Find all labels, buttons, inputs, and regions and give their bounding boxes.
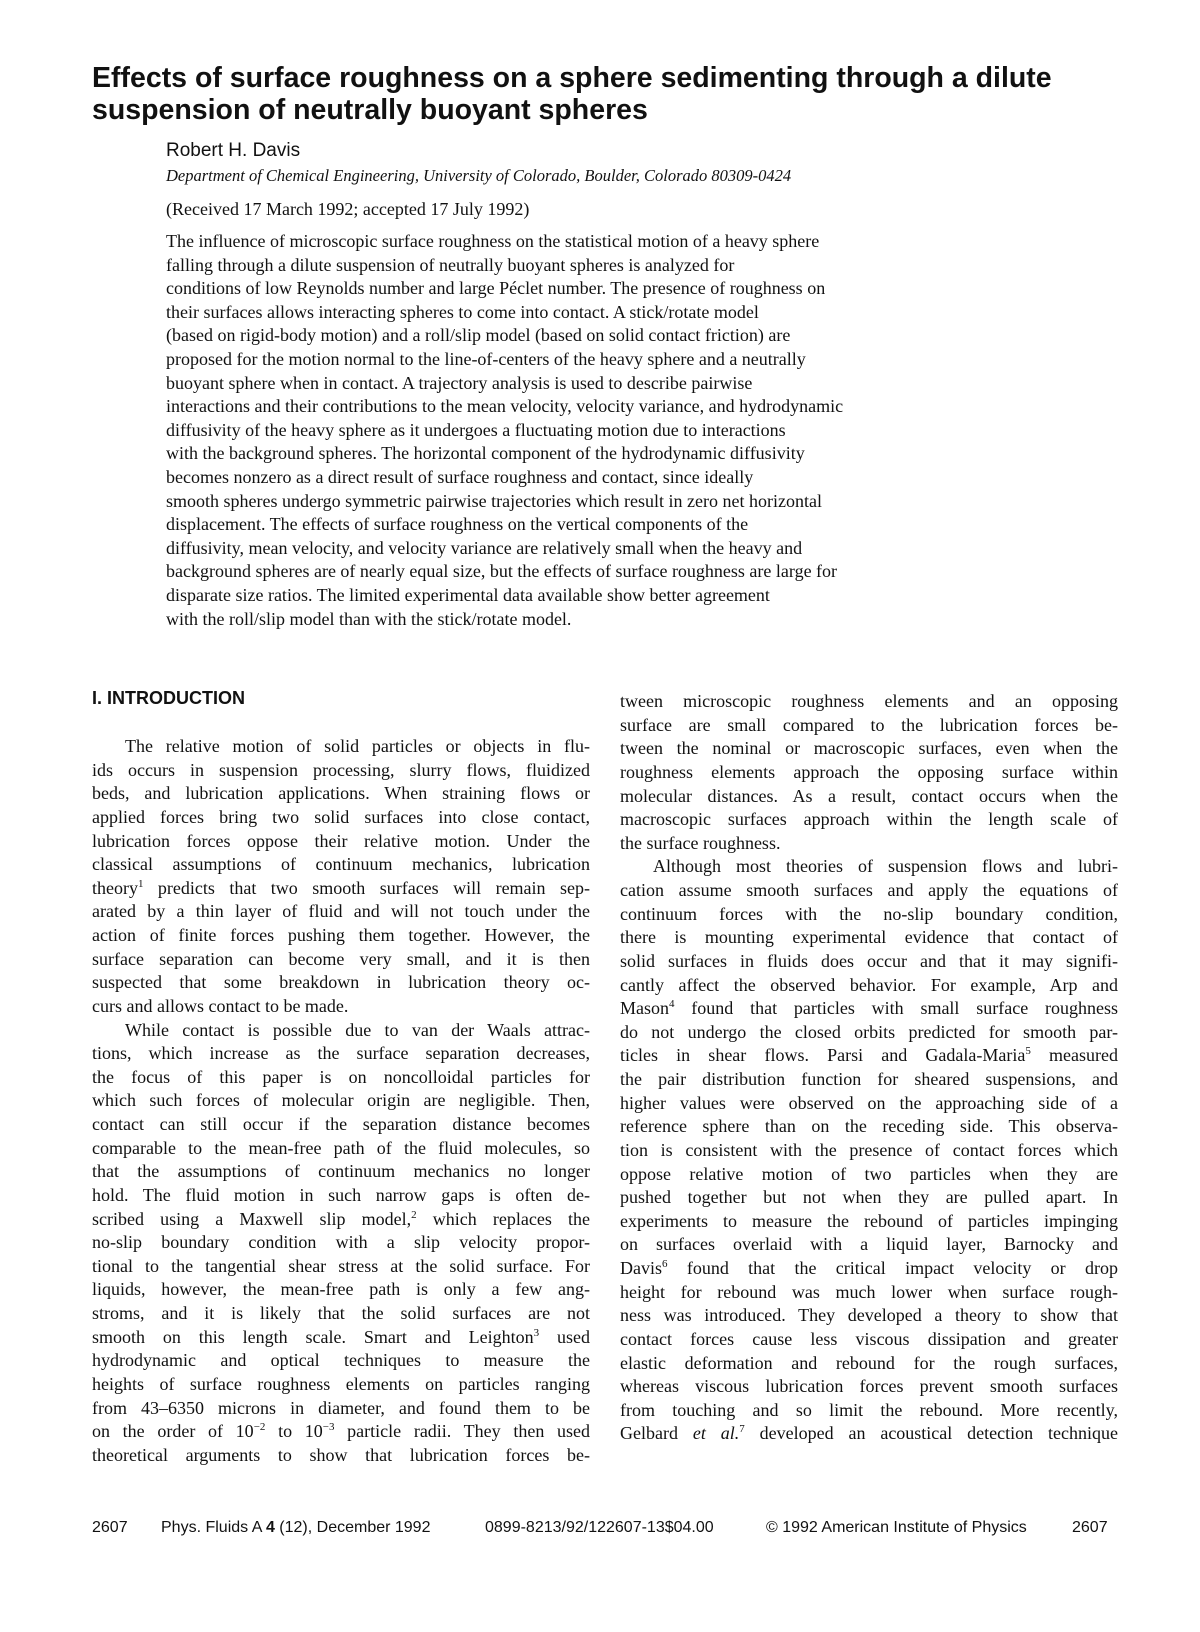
text-line: no-slip boundary condition with a slip velocity propor- bbox=[92, 1232, 590, 1253]
text-line: surface separation can become very small, and it is then bbox=[92, 948, 590, 969]
abstract-line: with the background spheres. The horizontal component of the hydrodynamic diffusivity bbox=[166, 443, 805, 464]
text-line bbox=[620, 1257, 1118, 1281]
abstract-line: diffusivity of the heavy sphere as it undergoes a fluctuating motion due to interactions bbox=[166, 419, 786, 440]
text-line bbox=[92, 1326, 590, 1350]
abstract-line: diffusivity, mean velocity, and velocity variance are relatively small when the heavy and bbox=[166, 537, 803, 558]
text-line: arated by a thin layer of fluid and will not touch under the bbox=[92, 901, 590, 922]
reference-superscript: 1 bbox=[137, 877, 144, 890]
journal-issue-date: (12), December 1992 bbox=[274, 1519, 431, 1536]
text-fragment: predicts that two smooth surfaces will remain sep- bbox=[143, 877, 590, 898]
copyright-notice: © 1992 American Institute of Physics bbox=[766, 1519, 1027, 1536]
text-fragment: measured bbox=[1030, 1045, 1118, 1066]
text-line bbox=[620, 1044, 1118, 1068]
text-line bbox=[92, 1420, 590, 1444]
abstract-line: The influence of microscopic surface roughness on the statistical motion of a heavy sphere bbox=[166, 231, 820, 251]
text-fragment: to 10 bbox=[265, 1421, 323, 1442]
text-fragment: used bbox=[539, 1326, 590, 1347]
abstract-line: becomes nonzero as a direct result of surface roughness and contact, since ideally bbox=[166, 466, 754, 487]
text-line: lubrication forces oppose their relative motion. Under the bbox=[92, 830, 590, 851]
text-line: Although most theories of suspension flows and lubri- bbox=[653, 856, 1118, 877]
text-line: whereas viscous lubrication forces prevent smooth surfaces bbox=[620, 1376, 1118, 1397]
abstract-line: buoyant sphere when in contact. A trajectory analysis is used to describe pairwise bbox=[166, 372, 753, 393]
text-line: tions, which increase as the surface separation decreases, bbox=[92, 1043, 590, 1064]
abstract-line: with the roll/slip model than with the stick/rotate model. bbox=[166, 608, 572, 629]
text-line: height for rebound was much lower when surface rough- bbox=[620, 1281, 1118, 1302]
text-line: theoretical arguments to show that lubrication forces be- bbox=[92, 1444, 590, 1465]
text-line: the surface roughness. bbox=[620, 832, 781, 853]
reference-superscript: 4 bbox=[669, 998, 675, 1011]
text-line bbox=[620, 1422, 1118, 1446]
text-line: the pair distribution function for sheared suspensions, and bbox=[620, 1069, 1118, 1089]
text-line: there is mounting experimental evidence that contact of bbox=[620, 927, 1118, 948]
text-line: cantly affect the observed behavior. For example, Arp and bbox=[620, 974, 1118, 995]
text-fragment: theory bbox=[92, 877, 138, 898]
exponent: −3 bbox=[322, 1421, 335, 1434]
text-line: surface are small compared to the lubrication forces be- bbox=[620, 714, 1118, 735]
text-fragment-italic: et al. bbox=[692, 1423, 740, 1444]
text-line: stroms, and it is likely that the solid surfaces are not bbox=[92, 1303, 590, 1323]
author-name: Robert H. Davis bbox=[166, 140, 301, 161]
text-line: hydrodynamic and optical techniques to measure the bbox=[92, 1350, 590, 1371]
text-line: tween microscopic roughness elements and an opposing bbox=[620, 691, 1118, 711]
abstract-line: conditions of low Reynolds number and large Péclet number. The presence of roughness on bbox=[166, 278, 826, 299]
abstract-line: smooth spheres undergo symmetric pairwise trajectories which result in zero net horizontal bbox=[166, 490, 822, 511]
text-line: continuum forces with the no-slip boundary condition, bbox=[620, 903, 1118, 924]
text-line: from touching and so limit the rebound. More recently, bbox=[620, 1399, 1118, 1420]
left-column bbox=[92, 735, 590, 1467]
abstract-line: proposed for the motion normal to the line-of-centers of the heavy sphere and a neutrally bbox=[166, 348, 806, 369]
text-fragment: Gelbard bbox=[620, 1423, 693, 1444]
right-column bbox=[620, 690, 1118, 1446]
journal-volume: 4 bbox=[265, 1519, 275, 1536]
journal-name: Phys. Fluids A bbox=[161, 1519, 266, 1536]
text-fragment: Mason bbox=[620, 998, 669, 1019]
received-dates: (Received 17 March 1992; accepted 17 July 1992) bbox=[166, 199, 530, 219]
text-line: reference sphere than on the receding side. This observa- bbox=[620, 1116, 1118, 1137]
text-line: oppose relative motion of two particles when they are bbox=[620, 1163, 1118, 1184]
text-line: While contact is possible due to van der Waals attrac- bbox=[125, 1019, 590, 1040]
text-fragment: ticles in shear flows. Parsi and Gadala-Maria bbox=[620, 1045, 1026, 1066]
abstract-line: falling through a dilute suspension of neutrally buoyant spheres is analyzed for bbox=[166, 254, 735, 275]
article-code: 0899-8213/92/122607-13$04.00 bbox=[485, 1519, 714, 1536]
text-line: pushed together but not when they are pulled apart. In bbox=[620, 1187, 1118, 1208]
text-fragment: on the order of 10 bbox=[92, 1421, 254, 1442]
text-line: tween the nominal or macroscopic surfaces, even when the bbox=[620, 738, 1118, 759]
text-fragment: which replaces the bbox=[416, 1208, 590, 1229]
text-line: which such forces of molecular origin are negligible. Then, bbox=[92, 1090, 590, 1111]
text-line: higher values were observed on the approaching side of a bbox=[620, 1092, 1118, 1113]
abstract-line: displacement. The effects of surface roughness on the vertical components of the bbox=[166, 514, 749, 535]
text-fragment: Davis bbox=[620, 1258, 662, 1278]
reference-superscript: 3 bbox=[533, 1326, 540, 1339]
text-line: applied forces bring two solid surfaces into close contact, bbox=[92, 806, 590, 827]
text-line: ness was introduced. They developed a theory to show that bbox=[620, 1305, 1118, 1326]
text-line: heights of surface roughness elements on particles ranging bbox=[92, 1373, 590, 1394]
page-number-left: 2607 bbox=[92, 1519, 128, 1536]
journal-citation bbox=[161, 1519, 430, 1537]
text-fragment: particle radii. They then used bbox=[334, 1421, 590, 1442]
section-heading: I. INTRODUCTION bbox=[92, 688, 245, 708]
text-line: suspected that some breakdown in lubrication theory oc- bbox=[92, 972, 590, 993]
text-line: tion is consistent with the presence of contact forces which bbox=[620, 1139, 1118, 1160]
abstract-line: background spheres are of nearly equal size, but the effects of surface roughness are large for bbox=[166, 561, 838, 582]
text-fragment: found that the critical impact velocity or drop bbox=[667, 1258, 1118, 1278]
text-line: the focus of this paper is on noncolloidal particles for bbox=[92, 1066, 590, 1087]
text-line: The relative motion of solid particles or objects in flu- bbox=[125, 736, 590, 756]
text-line: solid surfaces in fluids does occur and that it may signifi- bbox=[620, 950, 1118, 971]
abstract-line: disparate size ratios. The limited experimental data available show better agreement bbox=[166, 584, 770, 605]
text-line bbox=[620, 997, 1118, 1021]
abstract-line: interactions and their contributions to the mean velocity, velocity variance, and hydrodynamic bbox=[166, 396, 844, 417]
reference-superscript: 6 bbox=[662, 1258, 668, 1270]
author-affiliation: Department of Chemical Engineering, University of Colorado, Boulder, Colorado 80309-0424 bbox=[166, 166, 792, 185]
text-line: ids occurs in suspension processing, slurry flows, fluidized bbox=[92, 759, 590, 780]
text-line: roughness elements approach the opposing surface within bbox=[620, 761, 1118, 782]
reference-superscript: 7 bbox=[739, 1423, 745, 1436]
paper-title: Effects of surface roughness on a sphere sedimenting through a dilute suspension of neutrally buoyant spheres bbox=[92, 62, 1052, 126]
text-fragment: developed an acoustical detection technique bbox=[744, 1423, 1118, 1444]
abstract-line: their surfaces allows interacting spheres to come into contact. A stick/rotate model bbox=[166, 301, 759, 322]
text-line: action of finite forces pushing them together. However, the bbox=[92, 925, 590, 945]
text-line: elastic deformation and rebound for the rough surfaces, bbox=[620, 1352, 1118, 1373]
text-line: curs and allows contact to be made. bbox=[92, 995, 349, 1016]
text-line: tional to the tangential shear stress at the solid surface. For bbox=[92, 1255, 590, 1276]
text-fragment: smooth on this length scale. Smart and Leighton bbox=[92, 1326, 534, 1347]
text-line: that the assumptions of continuum mechanics no longer bbox=[92, 1161, 590, 1182]
text-line: do not undergo the closed orbits predicted for smooth par- bbox=[620, 1021, 1118, 1042]
text-fragment: found that particles with small surface roughness bbox=[674, 998, 1118, 1019]
text-line: on surfaces overlaid with a liquid layer, Barnocky and bbox=[620, 1234, 1118, 1255]
page-number-right: 2607 bbox=[1072, 1519, 1108, 1536]
reference-superscript: 5 bbox=[1025, 1045, 1031, 1058]
exponent: −2 bbox=[253, 1421, 266, 1434]
abstract-line: (based on rigid-body motion) and a roll/slip model (based on solid contact friction) are bbox=[166, 325, 791, 346]
text-line: cation assume smooth surfaces and apply the equations of bbox=[620, 880, 1118, 900]
reference-superscript: 2 bbox=[411, 1208, 417, 1221]
text-line: hold. The fluid motion in such narrow gaps is often de- bbox=[92, 1184, 590, 1205]
text-line: molecular distances. As a result, contact occurs when the bbox=[620, 785, 1118, 806]
text-line: beds, and lubrication applications. When straining flows or bbox=[92, 783, 590, 804]
text-line: comparable to the mean-free path of the fluid molecules, so bbox=[92, 1137, 590, 1158]
text-line bbox=[92, 877, 590, 901]
text-fragment: scribed using a Maxwell slip model, bbox=[92, 1208, 412, 1229]
text-line: classical assumptions of continuum mechanics, lubrication bbox=[92, 854, 590, 875]
abstract bbox=[166, 230, 966, 631]
text-line: contact forces cause less viscous dissipation and greater bbox=[620, 1328, 1118, 1349]
text-line bbox=[92, 1208, 590, 1232]
text-line: macroscopic surfaces approach within the length scale of bbox=[620, 809, 1118, 830]
text-line: contact can still occur if the separation distance becomes bbox=[92, 1114, 590, 1134]
text-line: from 43–6350 microns in diameter, and found them to be bbox=[92, 1397, 590, 1418]
text-line: experiments to measure the rebound of particles impinging bbox=[620, 1210, 1118, 1231]
text-line: liquids, however, the mean-free path is only a few ang- bbox=[92, 1279, 590, 1300]
